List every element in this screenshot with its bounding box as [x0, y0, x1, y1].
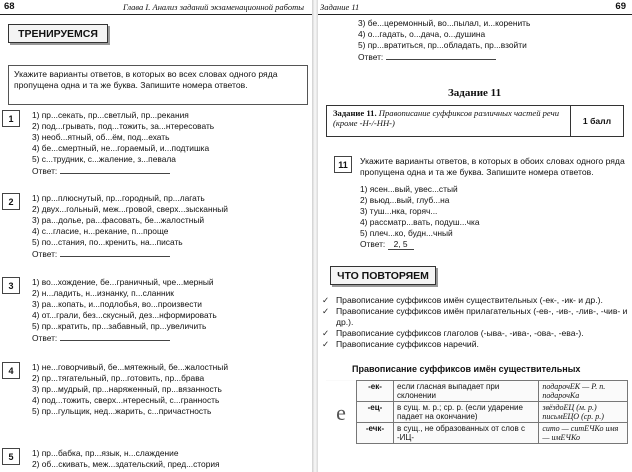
task-number: 3 — [8, 280, 14, 291]
task-number: 4 — [8, 365, 14, 376]
option-line: 3) пр...мудрый, пр...наряженный, пр...вязанность — [32, 384, 222, 394]
zadanie-heading: Задание 11 — [448, 87, 502, 99]
suffix-cell: -ек- — [357, 381, 394, 402]
continued-options — [358, 18, 530, 63]
checklist-item — [322, 328, 630, 339]
task-number-box — [334, 156, 352, 173]
left-page-header — [0, 0, 312, 15]
zadanie-points: 1 балл — [570, 106, 623, 136]
table-letter: е — [326, 381, 357, 444]
review-banner-label: ЧТО ПОВТОРЯЕМ — [337, 269, 429, 282]
check-icon: ✓ — [322, 328, 330, 338]
answer-label: Ответ: — [32, 333, 58, 343]
option-line: 1) ясен...вый, увес...стый — [360, 184, 458, 194]
option-line: 3) туш...нка, горяч... — [360, 206, 438, 216]
task-5 — [32, 448, 220, 470]
task-number-box — [2, 277, 20, 294]
checklist-text: Правописание суффиксов глаголов (-ыва-, -ива-, -ова-, -ева-). — [336, 328, 584, 338]
review-banner — [330, 266, 436, 285]
table-row — [326, 423, 628, 444]
task-1 — [32, 110, 214, 177]
right-page — [318, 0, 632, 472]
left-running-title: Глава I. Анализ заданий экзаменационной работы — [122, 2, 304, 12]
task-number: 2 — [8, 196, 14, 207]
answer-blank[interactable] — [60, 165, 170, 174]
option-line: 4) рассматр...вать, подуш...чка — [360, 217, 480, 227]
option-line: 4) от...грали, без...скусный, дез...нформировать — [32, 310, 217, 320]
task-11-options — [360, 184, 480, 250]
option-line: 5) пр...гульщик, нед...жарить, с...причастность — [32, 406, 212, 416]
checklist-text: Правописание суффиксов имён существительных (-ек-, -ик- и др.). — [336, 295, 603, 305]
answer-field[interactable] — [32, 332, 217, 344]
option-line: 2) двух...гольный, меж...гровой, сверх...зысканный — [32, 204, 228, 214]
table-row — [326, 381, 628, 402]
option-line: 5) пр...вратиться, пр...обладать, пр...взойти — [358, 40, 527, 50]
check-icon: ✓ — [322, 306, 330, 316]
answer-label: Ответ: — [32, 249, 58, 259]
checklist-text: Правописание суффиксов наречий. — [336, 339, 479, 349]
task-number-box — [2, 362, 20, 379]
check-icon: ✓ — [322, 295, 330, 305]
checklist-text: Правописание суффиксов имён прилагательных (-ев-, -ив-, -лив-, -чив- и др.). — [336, 306, 628, 327]
task-11-instruction: Укажите варианты ответов, в которых в обоих словах одного ряда пропущена одна и та же буква. Запишите номера ответов. — [360, 156, 625, 177]
example-cell: подарочЕК — Р. п. подарочКа — [539, 381, 628, 402]
option-line: 5) с...трудник, с...жаление, з...певала — [32, 154, 176, 164]
answer-label: Ответ: — [32, 166, 58, 176]
right-page-header — [318, 0, 632, 15]
answer-blank[interactable] — [60, 248, 170, 257]
task-number-box — [2, 193, 20, 210]
option-line: 1) во...хождение, бе...граничный, чре...мерный — [32, 277, 214, 287]
review-checklist — [322, 295, 630, 350]
task-number-box — [2, 448, 20, 465]
check-icon: ✓ — [322, 339, 330, 349]
option-line: 1) пр...секать, пр...светлый, пр...рекания — [32, 110, 189, 120]
option-line: 1) не...говорчивый, бе...мятежный, бе...жалостный — [32, 362, 228, 372]
suffix-table — [326, 380, 628, 444]
right-running-title: Задание 11 — [320, 2, 360, 12]
answer-blank[interactable] — [60, 332, 170, 341]
suffix-cell: -ец- — [357, 402, 394, 423]
example-cell: сито — ситЕЧКо имя — имЕЧКо — [539, 423, 628, 444]
task-number: 11 — [338, 159, 348, 170]
example-cell: звёздоЕЦ (м. р.) письмЕЦО (ср. р.) — [539, 402, 628, 423]
answer-label: Ответ: — [360, 239, 386, 249]
zadanie-label: Задание 11. — [333, 108, 377, 118]
rule-cell: если гласная выпадает при склонении — [394, 381, 539, 402]
answer-field[interactable] — [32, 248, 228, 260]
zadanie-description — [327, 106, 570, 136]
left-page-number: 68 — [4, 1, 15, 12]
task-3 — [32, 277, 217, 344]
option-line: 4) о...гадать, о...дача, о...душина — [358, 29, 486, 39]
checklist-item — [322, 306, 630, 328]
option-line: 5) пр...кратить, пр...забавный, пр...увеличить — [32, 321, 207, 331]
suffix-cell: -ечк- — [357, 423, 394, 444]
task-2 — [32, 193, 228, 260]
task-number: 5 — [8, 451, 14, 462]
answer-field[interactable] — [358, 51, 530, 63]
option-line: 2) пр...тягательный, пр...готовить, пр...брава — [32, 373, 205, 383]
option-line: 2) под...грывать, под...тожить, за...нтересовать — [32, 121, 215, 131]
checklist-item — [322, 339, 630, 350]
answer-field[interactable] — [32, 165, 214, 177]
option-line: 4) бе...смертный, не...гораемый, и...подтишка — [32, 143, 210, 153]
zadanie-topic: Правописание суффиксов различных частей речи (кроме -Н-/-НН-) — [333, 108, 560, 128]
option-line: 4) под...тожить, сверх...нтересный, с...гранность — [32, 395, 220, 405]
option-line: 1) пр...плюснутый, пр...городный, пр...лагать — [32, 193, 205, 203]
answer-blank[interactable] — [386, 51, 496, 60]
option-line: 3) необ...ятный, об...ём, под...ехать — [32, 132, 170, 142]
option-line: 5) плеч...ко, будн...чный — [360, 228, 453, 238]
option-line: 5) по...стания, по...кренить, на...писать — [32, 237, 183, 247]
zadanie-box — [326, 105, 624, 137]
instruction-box — [8, 65, 308, 105]
option-line: 2) н...ладить, н...изнанку, п...сланник — [32, 288, 174, 298]
answer-value[interactable]: 2, 5 — [388, 239, 414, 250]
task-number-box — [2, 110, 20, 127]
suffix-table-title: Правописание суффиксов имён существительных — [352, 364, 581, 374]
right-page-number: 69 — [615, 1, 626, 12]
option-line: 1) пр...бабка, пр...язык, н...слаждение — [32, 448, 179, 458]
answer-label: Ответ: — [358, 52, 384, 62]
task-number: 1 — [8, 113, 14, 124]
option-line: 2) об...скивать, меж...здательский, пред...стория — [32, 459, 220, 469]
option-line: 2) вьюд...вый, глуб...на — [360, 195, 450, 205]
training-banner-label: ТРЕНИРУЕМСЯ — [18, 27, 98, 40]
option-line: 3) ра...долье, ра...фасовать, бе...жалостный — [32, 215, 205, 225]
rule-cell: в сущ. м. р.; ср. р. (если ударение падает на окончание) — [394, 402, 539, 423]
task-4 — [32, 362, 228, 417]
training-banner — [8, 24, 108, 43]
checklist-item — [322, 295, 630, 306]
option-line: 3) ра...копать, и...подлобья, во...произвести — [32, 299, 202, 309]
rule-cell: в сущ., не образованных от слов с -ИЦ- — [394, 423, 539, 444]
left-page — [0, 0, 312, 472]
option-line: 4) с...гласие, н...рекание, п...проще — [32, 226, 169, 236]
instruction-text: Укажите варианты ответов, в которых во всех словах одного ряда пропущена одна и та же буква. Запишите номера ответов. — [14, 69, 278, 90]
answer-field[interactable] — [360, 239, 480, 250]
option-line: 3) бе...церемонный, во...пылал, и...коренить — [358, 18, 531, 28]
table-row — [326, 402, 628, 423]
